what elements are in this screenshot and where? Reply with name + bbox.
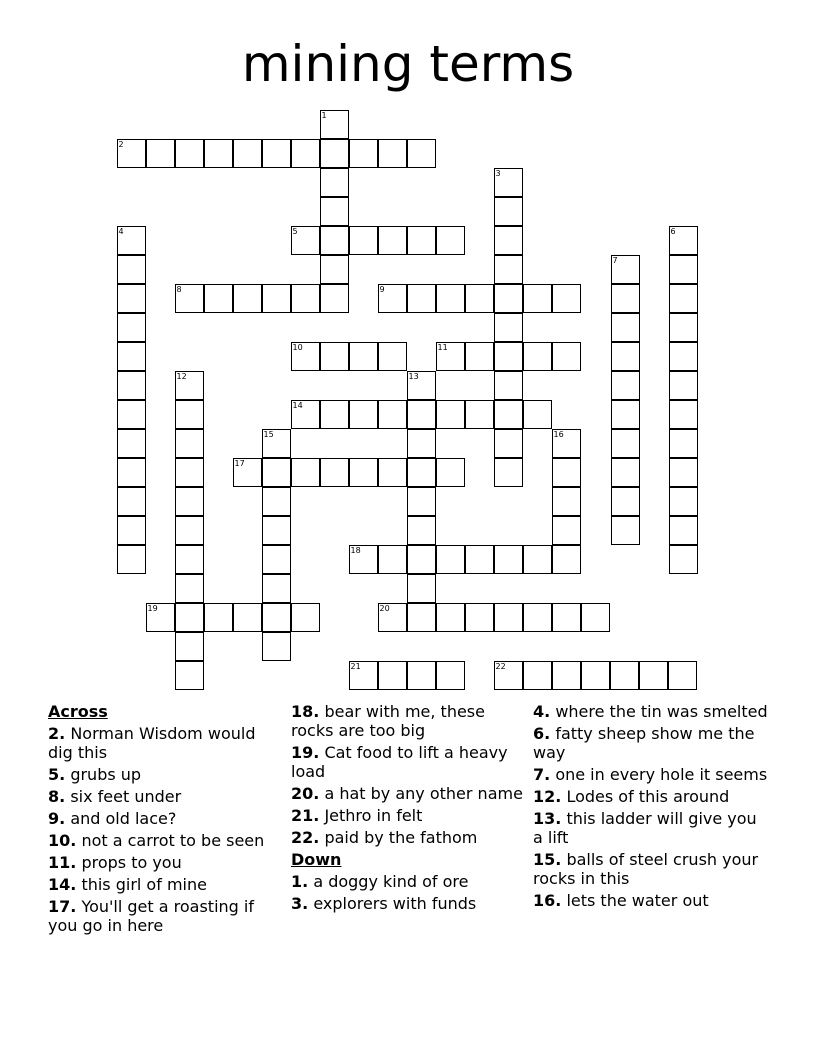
grid-cell[interactable] — [494, 197, 523, 226]
clue-number: 2 — [118, 139, 124, 149]
grid-cell[interactable] — [669, 284, 698, 313]
clue-number-label: 4. — [533, 702, 551, 721]
clue-text: this ladder will give you a lift — [533, 809, 757, 847]
grid-cell[interactable] — [494, 400, 523, 429]
clue-number-label: 14. — [48, 875, 77, 894]
clue-text: this girl of mine — [81, 875, 207, 894]
down-clue — [533, 787, 768, 806]
grid-cell[interactable] — [320, 458, 349, 487]
clue-number-label: 22. — [291, 828, 320, 847]
grid-cell[interactable] — [262, 516, 291, 545]
grid-cell[interactable] — [523, 342, 552, 371]
grid-cell[interactable] — [407, 429, 436, 458]
clue-text: props to you — [81, 853, 182, 872]
clue-text: grubs up — [70, 765, 142, 784]
grid-cell[interactable] — [349, 342, 378, 371]
clue-number: 8 — [176, 284, 182, 294]
grid-cell[interactable] — [668, 661, 697, 690]
clue-number: 22 — [495, 661, 506, 671]
clue-text: balls of steel crush your rocks in this — [533, 850, 759, 888]
grid-cell[interactable] — [117, 400, 146, 429]
grid-cell[interactable] — [233, 139, 262, 168]
grid-cell[interactable] — [291, 603, 320, 632]
down-heading: Down — [291, 850, 342, 869]
grid-cell[interactable] — [552, 603, 581, 632]
grid-cell[interactable] — [204, 139, 233, 168]
clue-text: a doggy kind of ore — [313, 872, 469, 891]
across-clue — [48, 853, 278, 872]
grid-cell[interactable] — [611, 371, 640, 400]
grid-cell[interactable] — [175, 603, 204, 632]
grid-cell[interactable] — [146, 603, 175, 632]
grid-cell[interactable] — [611, 255, 640, 284]
clue-number: 4 — [118, 226, 124, 236]
grid-cell[interactable] — [465, 400, 494, 429]
grid-cell[interactable] — [611, 487, 640, 516]
grid-cell[interactable] — [320, 139, 349, 168]
clue-text: one in every hole it seems — [555, 765, 768, 784]
grid-cell[interactable] — [669, 226, 698, 255]
grid-cell[interactable] — [407, 516, 436, 545]
grid-cell[interactable] — [320, 400, 349, 429]
grid-cell[interactable] — [349, 139, 378, 168]
grid-cell[interactable] — [117, 284, 146, 313]
grid-cell[interactable] — [117, 458, 146, 487]
grid-cell[interactable] — [378, 458, 407, 487]
grid-cell[interactable] — [523, 400, 552, 429]
grid-cell[interactable] — [262, 632, 291, 661]
clue-number-label: 19. — [291, 743, 320, 762]
grid-cell[interactable] — [552, 284, 581, 313]
clue-text: Cat food to lift a heavy load — [291, 743, 508, 781]
grid-cell[interactable] — [378, 342, 407, 371]
clue-number-label: 17. — [48, 897, 77, 916]
grid-cell[interactable] — [320, 284, 349, 313]
grid-cell[interactable] — [320, 342, 349, 371]
clue-text: fatty sheep show me the way — [533, 724, 755, 762]
clue-number-label: 15. — [533, 850, 562, 869]
grid-cell[interactable] — [436, 226, 465, 255]
across-clue — [48, 809, 278, 828]
grid-cell[interactable] — [611, 516, 640, 545]
grid-cell[interactable] — [291, 284, 320, 313]
grid-cell[interactable] — [378, 661, 407, 690]
down-clue — [533, 702, 768, 721]
grid-cell[interactable] — [291, 226, 320, 255]
grid-cell[interactable] — [494, 661, 523, 690]
grid-cell[interactable] — [204, 603, 233, 632]
grid-cell[interactable] — [494, 168, 523, 197]
clue-text: not a carrot to be seen — [81, 831, 265, 850]
clue-number: 3 — [495, 168, 501, 178]
grid-cell[interactable] — [523, 661, 552, 690]
across-clue — [291, 828, 523, 847]
grid-cell[interactable] — [465, 545, 494, 574]
clue-number: 9 — [379, 284, 385, 294]
clue-column-3 — [533, 702, 768, 913]
clue-text: paid by the fathom — [324, 828, 478, 847]
clue-number-label: 9. — [48, 809, 66, 828]
grid-cell[interactable] — [262, 545, 291, 574]
grid-cell[interactable] — [494, 429, 523, 458]
grid-cell[interactable] — [349, 458, 378, 487]
grid-cell[interactable] — [117, 371, 146, 400]
grid-cell[interactable] — [407, 139, 436, 168]
grid-cell[interactable] — [669, 313, 698, 342]
down-clue — [533, 891, 768, 910]
clue-number-label: 16. — [533, 891, 562, 910]
grid-cell[interactable] — [378, 226, 407, 255]
clue-column-1 — [48, 702, 278, 938]
clue-number: 15 — [263, 429, 274, 439]
grid-cell[interactable] — [669, 429, 698, 458]
clue-text: and old lace? — [70, 809, 177, 828]
grid-cell[interactable] — [117, 313, 146, 342]
clue-number: 12 — [176, 371, 187, 381]
across-clue — [48, 787, 278, 806]
grid-cell[interactable] — [262, 603, 291, 632]
across-clue — [291, 702, 523, 740]
grid-cell[interactable] — [611, 458, 640, 487]
grid-cell[interactable] — [262, 487, 291, 516]
across-clue — [48, 724, 278, 762]
grid-cell[interactable] — [523, 545, 552, 574]
clue-number-label: 11. — [48, 853, 77, 872]
down-clue — [533, 850, 768, 888]
grid-cell[interactable] — [175, 516, 204, 545]
grid-cell[interactable] — [262, 139, 291, 168]
grid-cell[interactable] — [669, 400, 698, 429]
grid-cell[interactable] — [378, 603, 407, 632]
grid-cell[interactable] — [117, 429, 146, 458]
grid-cell[interactable] — [175, 400, 204, 429]
clue-number-label: 10. — [48, 831, 77, 850]
down-clue — [533, 809, 768, 847]
grid-cell[interactable] — [436, 545, 465, 574]
grid-cell[interactable] — [669, 342, 698, 371]
down-clue — [533, 724, 768, 762]
clue-number: 1 — [321, 110, 327, 120]
across-clue — [48, 897, 278, 935]
grid-cell[interactable] — [610, 661, 639, 690]
grid-cell[interactable] — [262, 574, 291, 603]
down-clue — [291, 894, 523, 913]
grid-cell[interactable] — [611, 400, 640, 429]
clue-number-label: 7. — [533, 765, 551, 784]
grid-cell[interactable] — [378, 139, 407, 168]
clue-number: 20 — [379, 603, 390, 613]
clue-number: 17 — [234, 458, 245, 468]
grid-cell[interactable] — [320, 226, 349, 255]
grid-cell[interactable] — [175, 487, 204, 516]
clue-number: 7 — [612, 255, 618, 265]
grid-cell[interactable] — [669, 371, 698, 400]
grid-cell[interactable] — [465, 342, 494, 371]
grid-cell[interactable] — [611, 429, 640, 458]
clue-number: 21 — [350, 661, 361, 671]
grid-cell[interactable] — [436, 661, 465, 690]
grid-cell[interactable] — [436, 400, 465, 429]
clue-number-label: 18. — [291, 702, 320, 721]
grid-cell[interactable] — [117, 342, 146, 371]
clue-number: 18 — [350, 545, 361, 555]
clue-text: explorers with funds — [313, 894, 477, 913]
grid-cell[interactable] — [262, 429, 291, 458]
clue-number-label: 8. — [48, 787, 66, 806]
grid-cell[interactable] — [291, 458, 320, 487]
grid-cell[interactable] — [175, 371, 204, 400]
clue-number-label: 20. — [291, 784, 320, 803]
grid-cell[interactable] — [494, 284, 523, 313]
grid-cell[interactable] — [175, 458, 204, 487]
clue-text: Norman Wisdom would dig this — [48, 724, 256, 762]
grid-cell[interactable] — [436, 284, 465, 313]
grid-cell[interactable] — [175, 661, 204, 690]
grid-cell[interactable] — [378, 284, 407, 313]
grid-cell[interactable] — [494, 371, 523, 400]
grid-cell[interactable] — [320, 168, 349, 197]
grid-cell[interactable] — [407, 574, 436, 603]
grid-cell[interactable] — [291, 400, 320, 429]
grid-cell[interactable] — [117, 226, 146, 255]
grid-cell[interactable] — [146, 139, 175, 168]
grid-cell[interactable] — [669, 255, 698, 284]
grid-cell[interactable] — [349, 661, 378, 690]
grid-cell[interactable] — [494, 603, 523, 632]
grid-cell[interactable] — [233, 458, 262, 487]
grid-cell[interactable] — [494, 255, 523, 284]
clue-number-label: 6. — [533, 724, 551, 743]
grid-cell[interactable] — [494, 342, 523, 371]
clue-number-label: 21. — [291, 806, 320, 825]
clue-number-label: 3. — [291, 894, 309, 913]
grid-cell[interactable] — [407, 400, 436, 429]
grid-cell[interactable] — [349, 545, 378, 574]
down-clue — [291, 872, 523, 891]
clue-text: lets the water out — [566, 891, 709, 910]
grid-cell[interactable] — [175, 429, 204, 458]
clue-number: 5 — [292, 226, 298, 236]
clue-number: 10 — [292, 342, 303, 352]
down-clue — [533, 765, 768, 784]
grid-cell[interactable] — [552, 661, 581, 690]
grid-cell[interactable] — [175, 545, 204, 574]
grid-cell[interactable] — [117, 545, 146, 574]
grid-cell[interactable] — [378, 400, 407, 429]
across-clue — [48, 831, 278, 850]
grid-cell[interactable] — [494, 545, 523, 574]
grid-cell[interactable] — [117, 487, 146, 516]
grid-cell[interactable] — [117, 516, 146, 545]
clue-text: a hat by any other name — [324, 784, 523, 803]
grid-cell[interactable] — [117, 139, 146, 168]
grid-cell[interactable] — [175, 632, 204, 661]
clue-text: Lodes of this around — [566, 787, 730, 806]
clue-number: 11 — [437, 342, 448, 352]
clue-number: 6 — [670, 226, 676, 236]
clue-text: where the tin was smelted — [555, 702, 768, 721]
grid-cell[interactable] — [581, 661, 610, 690]
grid-cell[interactable] — [407, 226, 436, 255]
clue-text: six feet under — [70, 787, 182, 806]
grid-cell[interactable] — [407, 603, 436, 632]
grid-cell[interactable] — [407, 661, 436, 690]
grid-cell[interactable] — [320, 255, 349, 284]
grid-cell[interactable] — [552, 458, 581, 487]
grid-cell[interactable] — [262, 458, 291, 487]
grid-cell[interactable] — [117, 255, 146, 284]
grid-cell[interactable] — [552, 545, 581, 574]
clue-number: 19 — [147, 603, 158, 613]
clue-number: 14 — [292, 400, 303, 410]
grid-cell[interactable] — [262, 284, 291, 313]
clue-number-label: 13. — [533, 809, 562, 828]
clue-number: 13 — [408, 371, 419, 381]
grid-cell[interactable] — [611, 284, 640, 313]
across-clue — [291, 806, 523, 825]
grid-cell[interactable] — [669, 545, 698, 574]
grid-cell[interactable] — [204, 284, 233, 313]
grid-cell[interactable] — [320, 197, 349, 226]
clue-text: You'll get a roasting if you go in here — [48, 897, 254, 935]
grid-cell[interactable] — [175, 284, 204, 313]
grid-cell[interactable] — [436, 342, 465, 371]
grid-cell[interactable] — [523, 603, 552, 632]
grid-cell[interactable] — [465, 284, 494, 313]
grid-cell[interactable] — [320, 110, 349, 139]
grid-cell[interactable] — [175, 574, 204, 603]
grid-cell[interactable] — [378, 545, 407, 574]
grid-cell[interactable] — [407, 545, 436, 574]
grid-cell[interactable] — [611, 313, 640, 342]
clue-number: 16 — [553, 429, 564, 439]
clue-text: Jethro in felt — [324, 806, 423, 825]
grid-cell[interactable] — [465, 603, 494, 632]
grid-cell[interactable] — [552, 342, 581, 371]
grid-cell[interactable] — [669, 516, 698, 545]
clue-number-label: 2. — [48, 724, 66, 743]
across-clue — [48, 875, 278, 894]
grid-cell[interactable] — [407, 371, 436, 400]
grid-cell[interactable] — [233, 284, 262, 313]
grid-cell[interactable] — [494, 226, 523, 255]
grid-cell[interactable] — [552, 516, 581, 545]
grid-cell[interactable] — [407, 487, 436, 516]
grid-cell[interactable] — [175, 139, 204, 168]
clue-number-label: 1. — [291, 872, 309, 891]
clue-number-label: 12. — [533, 787, 562, 806]
grid-cell[interactable] — [611, 342, 640, 371]
grid-cell[interactable] — [552, 487, 581, 516]
grid-cell[interactable] — [291, 139, 320, 168]
grid-cell[interactable] — [407, 284, 436, 313]
grid-cell[interactable] — [349, 226, 378, 255]
across-heading: Across — [48, 702, 108, 721]
clue-number-label: 5. — [48, 765, 66, 784]
grid-cell[interactable] — [436, 603, 465, 632]
grid-cell[interactable] — [407, 458, 436, 487]
grid-cell[interactable] — [581, 603, 610, 632]
across-clue — [48, 765, 278, 784]
grid-cell[interactable] — [291, 342, 320, 371]
grid-cell[interactable] — [552, 429, 581, 458]
grid-cell[interactable] — [233, 603, 262, 632]
clue-column-2 — [291, 702, 523, 916]
across-clue — [291, 743, 523, 781]
grid-cell[interactable] — [669, 458, 698, 487]
grid-cell[interactable] — [669, 487, 698, 516]
grid-cell[interactable] — [494, 458, 523, 487]
across-clue — [291, 784, 523, 803]
grid-cell[interactable] — [349, 400, 378, 429]
puzzle-title: mining terms — [241, 35, 575, 93]
grid-cell[interactable] — [639, 661, 668, 690]
grid-cell[interactable] — [494, 313, 523, 342]
grid-cell[interactable] — [436, 458, 465, 487]
grid-cell[interactable] — [523, 284, 552, 313]
clue-text: bear with me, these rocks are too big — [291, 702, 485, 740]
